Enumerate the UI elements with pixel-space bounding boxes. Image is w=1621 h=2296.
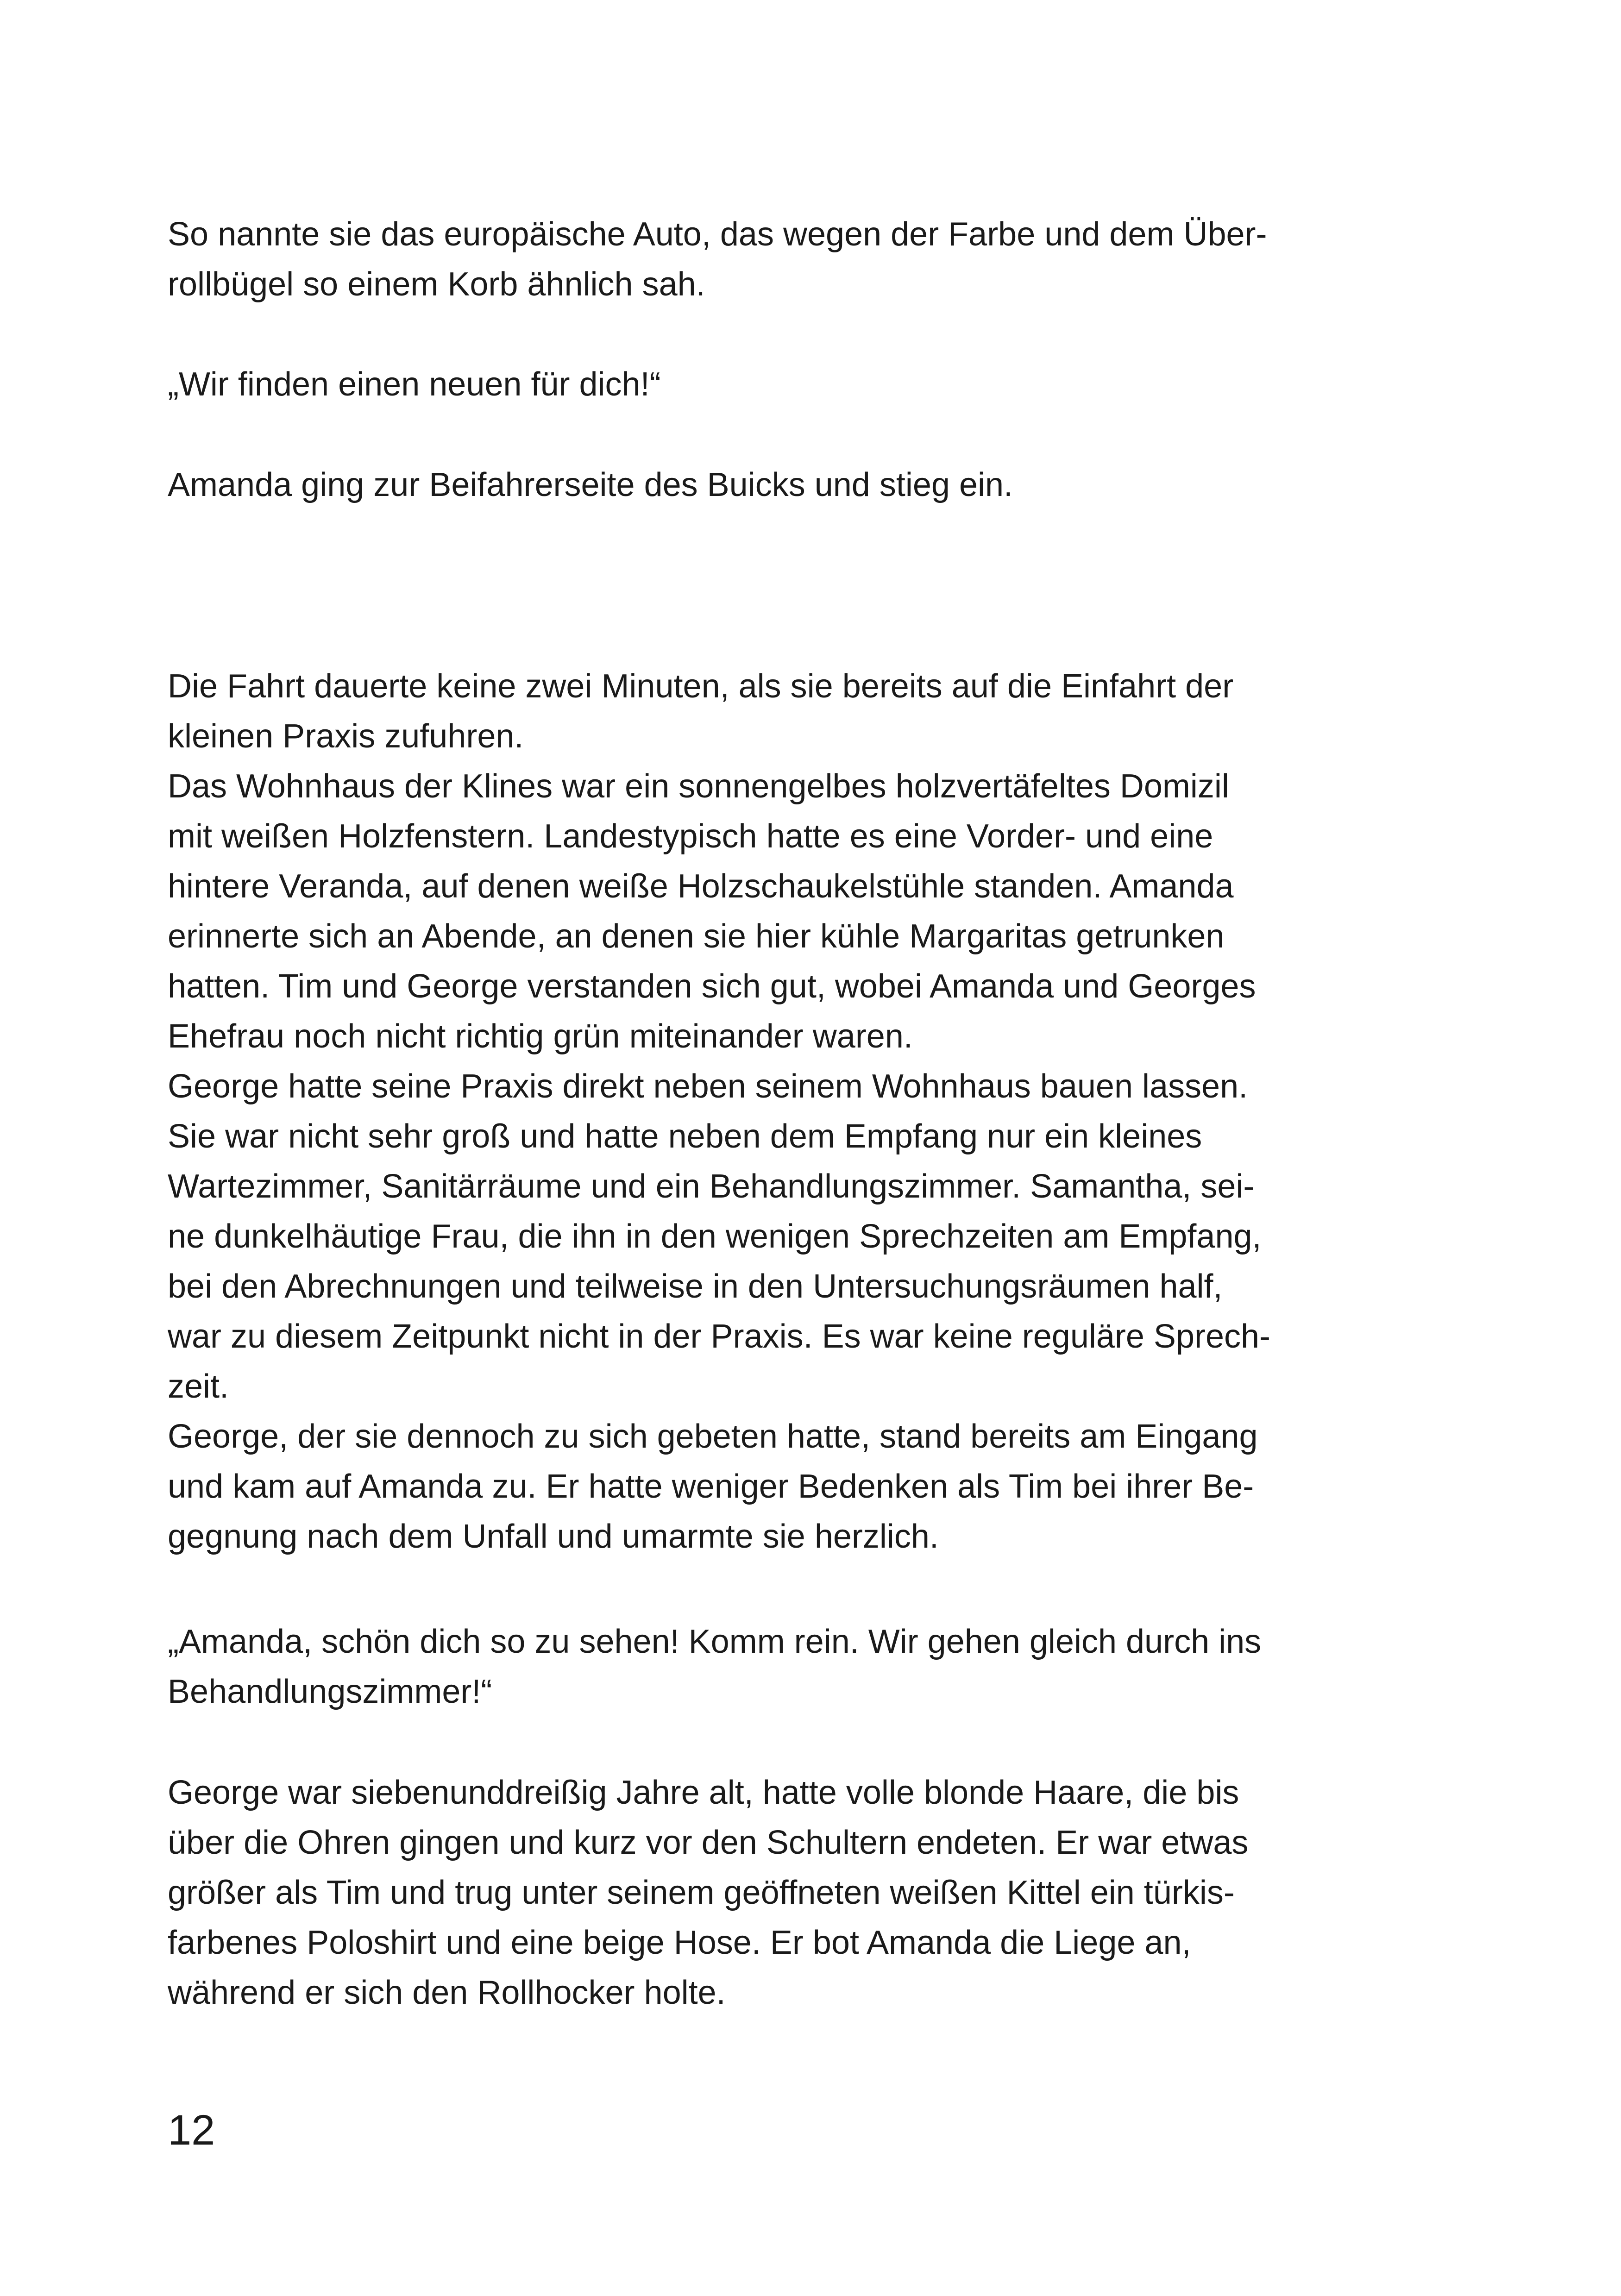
text-line: farbenes Poloshirt und eine beige Hose. Er bot Amanda die Liege an, [168, 1924, 1191, 1961]
text-line: „Amanda, schön dich so zu sehen! Komm rein. Wir gehen gleich durch ins [168, 1623, 1262, 1660]
text-line: „Wir finden einen neuen für dich!“ [168, 366, 661, 403]
text-line: über die Ohren gingen und kurz vor den Schultern endeten. Er war etwas [168, 1824, 1249, 1861]
text-line: Amanda ging zur Beifahrerseite des Buicks und stieg ein. [168, 466, 1013, 503]
text-line: und kam auf Amanda zu. Er hatte weniger Bedenken als Tim bei ihrer Be- [168, 1468, 1254, 1505]
paragraph-3 [168, 460, 1455, 510]
text-line: ne dunkelhäutige Frau, die ihn in den wenigen Sprechzeiten am Empfang, [168, 1218, 1262, 1255]
paragraph-5 [168, 1617, 1455, 1717]
text-line: George war siebenunddreißig Jahre alt, hatte volle blonde Haare, die bis [168, 1774, 1239, 1811]
paragraph-6 [168, 1768, 1455, 2018]
text-line: Das Wohnhaus der Klines war ein sonnengelbes holzvertäfeltes Domizil [168, 768, 1229, 805]
text-line: erinnerte sich an Abende, an denen sie hier kühle Margaritas getrunken [168, 918, 1225, 955]
text-line: während er sich den Rollhocker holte. [168, 1974, 726, 2011]
text-line: So nannte sie das europäische Auto, das wegen der Farbe und dem Über- [168, 216, 1267, 253]
text-line: rollbügel so einem Korb ähnlich sah. [168, 266, 705, 303]
text-line: mit weißen Holzfenstern. Landestypisch hatte es eine Vorder- und eine [168, 818, 1213, 855]
text-line: war zu diesem Zeitpunkt nicht in der Praxis. Es war keine reguläre Sprech- [168, 1318, 1271, 1355]
text-line: Ehefrau noch nicht richtig grün miteinander waren. [168, 1018, 913, 1055]
paragraph-1 [168, 209, 1455, 309]
paragraph-2 [168, 359, 1455, 409]
page-number: 12 [168, 2107, 215, 2154]
text-line: Die Fahrt dauerte keine zwei Minuten, als sie bereits auf die Einfahrt der [168, 668, 1234, 705]
text-line: George hatte seine Praxis direkt neben seinem Wohnhaus bauen lassen. [168, 1068, 1248, 1105]
text-line: George, der sie dennoch zu sich gebeten hatte, stand bereits am Eingang [168, 1418, 1258, 1455]
text-line: gegnung nach dem Unfall und umarmte sie herzlich. [168, 1518, 939, 1555]
text-line: hintere Veranda, auf denen weiße Holzschaukelstühle standen. Amanda [168, 868, 1234, 905]
text-line: zeit. [168, 1368, 229, 1405]
text-line: Sie war nicht sehr groß und hatte neben dem Empfang nur ein kleines [168, 1118, 1202, 1155]
text-line: bei den Abrechnungen und teilweise in den Untersuchungsräumen half, [168, 1268, 1223, 1305]
text-line: Behandlungszimmer!“ [168, 1673, 492, 1710]
text-line: hatten. Tim und George verstanden sich gut, wobei Amanda und Georges [168, 968, 1256, 1005]
paragraph-4 [168, 661, 1455, 1562]
text-line: größer als Tim und trug unter seinem geöffneten weißen Kittel ein türkis- [168, 1874, 1235, 1911]
text-line: Wartezimmer, Sanitärräume und ein Behandlungszimmer. Samantha, sei- [168, 1168, 1255, 1205]
text-line: kleinen Praxis zufuhren. [168, 718, 524, 755]
